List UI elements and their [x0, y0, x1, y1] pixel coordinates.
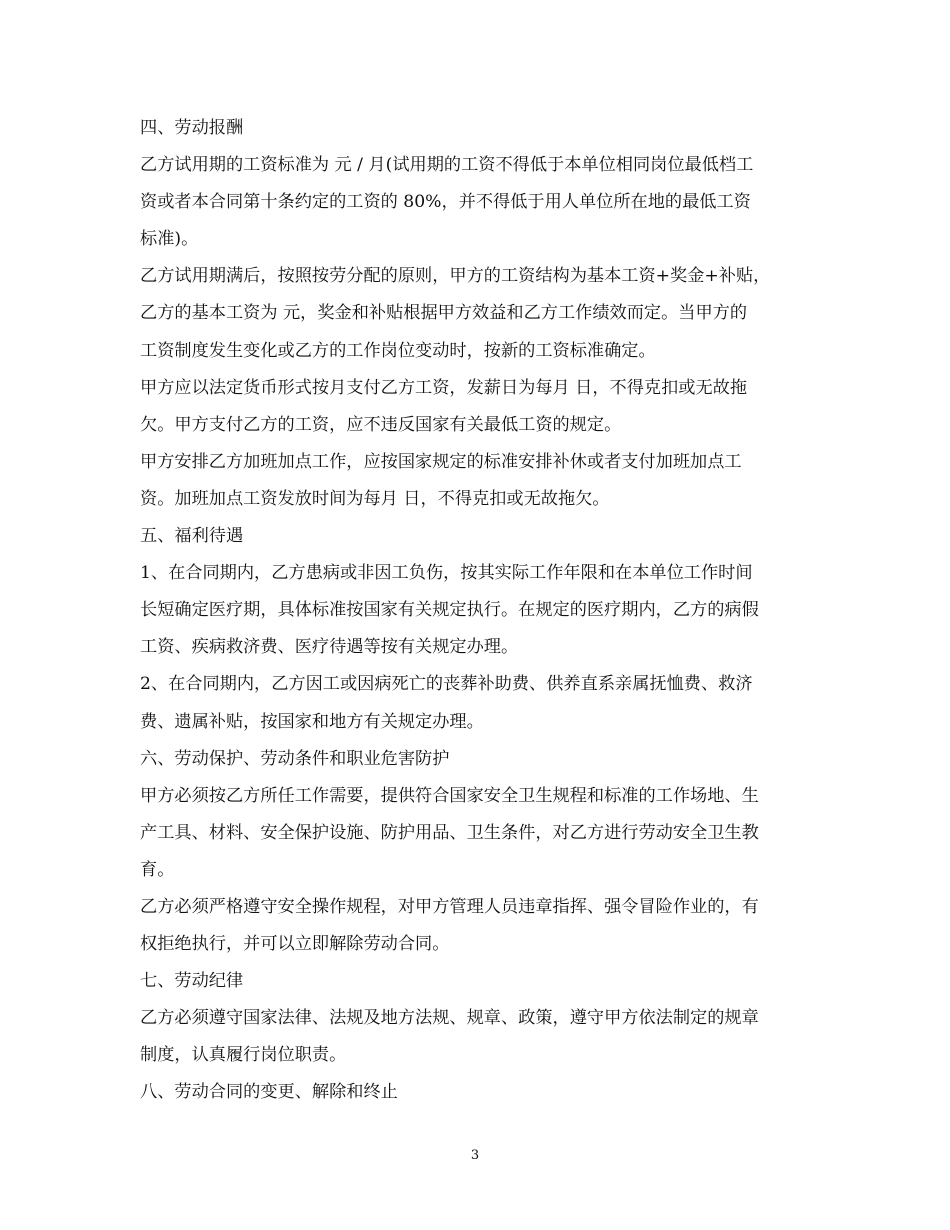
text-line: 2、在合同期内，乙方因工或因病死亡的丧葬补助费、供养直系亲属抚恤费、救济 [140, 674, 753, 695]
text-line: 甲方应以法定货币形式按月支付乙方工资，发薪日为每月 日，不得克扣或无故拖 [140, 377, 748, 398]
document-body [140, 110, 820, 1112]
text-line: 费、遗属补贴，按国家和地方有关规定办理。 [140, 711, 484, 732]
text-line: 乙方的基本工资为 元，奖金和补贴根据甲方效益和乙方工作绩效而定。当甲方的 [140, 303, 748, 324]
section-heading-contract-change: 八、劳动合同的变更、解除和终止 [140, 1082, 398, 1103]
text-line: 甲方必须按乙方所任工作需要，提供符合国家安全卫生规程和标准的工作场地、生 [140, 785, 759, 806]
text-line: 1、在合同期内，乙方患病或非因工负伤，按其实际工作年限和在本单位工作时间 [140, 563, 753, 584]
text-line: 权拒绝执行，并可以立即解除劳动合同。 [140, 934, 450, 955]
text-line: 乙方必须遵守国家法律、法规及地方法规、规章、政策，遵守甲方依法制定的规章 [140, 1008, 759, 1029]
text-line: 资或者本合同第十条约定的工资的 80%，并不得低于用人单位所在地的最低工资 [140, 192, 751, 213]
text-line: 工资、疾病救济费、医疗待遇等按有关规定办理。 [140, 637, 519, 658]
text-line: 乙方必须严格遵守安全操作规程，对甲方管理人员违章指挥、强令冒险作业的，有 [140, 896, 759, 917]
text-line: 产工具、材料、安全保护设施、防护用品、卫生条件，对乙方进行劳动安全卫生教 [140, 822, 759, 843]
text-line: 资。加班加点工资发放时间为每月 日，不得克扣或无故拖欠。 [140, 488, 610, 509]
text-line: 乙方试用期的工资标准为 元 / 月(试用期的工资不得低于本单位相同岗位最低档工 [140, 155, 754, 176]
section-heading-welfare: 五、福利待遇 [140, 526, 244, 547]
text-line: 甲方安排乙方加班加点工作，应按国家规定的标准安排补休或者支付加班加点工 [140, 451, 742, 472]
text-line: 欠。甲方支付乙方的工资，应不违反国家有关最低工资的规定。 [140, 414, 622, 435]
section-heading-labor-discipline: 七、劳动纪律 [140, 971, 244, 992]
text-line: 工资制度发生变化或乙方的工作岗位变动时，按新的工资标准确定。 [140, 340, 656, 361]
page-number: 3 [470, 1148, 480, 1163]
section-heading-labor-protection: 六、劳动保护、劳动条件和职业危害防护 [140, 748, 450, 769]
section-heading-remuneration: 四、劳动报酬 [140, 118, 244, 138]
text-line: 制度，认真履行岗位职责。 [140, 1045, 347, 1066]
text-line: 长短确定医疗期，具体标准按国家有关规定执行。在规定的医疗期内，乙方的病假 [140, 600, 759, 621]
text-line: 乙方试用期满后，按照按劳分配的原则，甲方的工资结构为基本工资+奖金+补贴， [140, 266, 771, 287]
text-line: 标准)。 [140, 229, 199, 250]
text-line: 育。 [140, 859, 175, 880]
